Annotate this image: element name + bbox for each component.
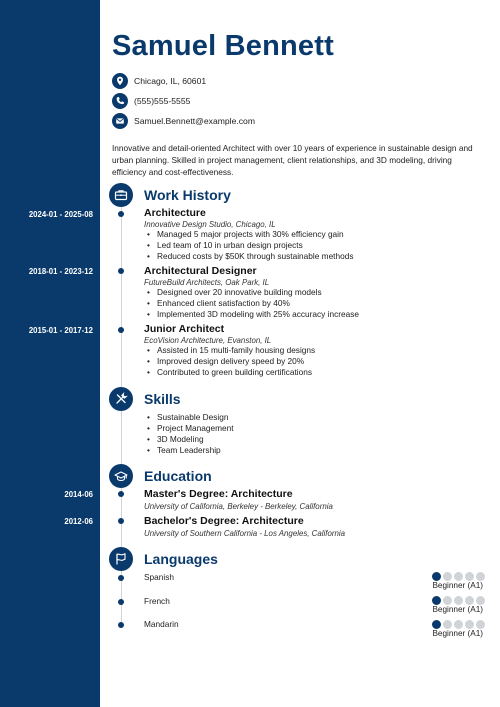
envelope-icon [112, 113, 128, 129]
language-rating [432, 572, 485, 581]
degree-title: Master's Degree: Architecture [144, 488, 293, 500]
work-history-heading: Work History [144, 187, 231, 203]
phone-text: (555)555-5555 [134, 96, 191, 106]
job-title: Junior Architect [144, 323, 225, 335]
rating-dot-empty [476, 572, 485, 581]
timeline-dot [118, 491, 124, 497]
rating-dot-empty [454, 572, 463, 581]
contact-address [112, 73, 206, 89]
sidebar [0, 0, 100, 707]
job-dates: 2024-01 - 2025-08 [28, 210, 93, 219]
rating-dot-empty [443, 596, 452, 605]
job-employer: Innovative Design Studio, Chicago, IL [144, 220, 276, 229]
school-name: University of California, Berkeley - Berkeley, California [144, 502, 333, 511]
skills-list [144, 412, 234, 456]
list-item: • 3D Modeling [144, 434, 234, 445]
location-pin-icon [112, 73, 128, 89]
job-dates: 2018-01 - 2023-12 [28, 267, 93, 276]
list-item: • Managed 5 major projects with 30% efficiency gain [144, 229, 353, 240]
timeline-dot [118, 327, 124, 333]
email-text[interactable]: Samuel.Bennett@example.com [134, 116, 255, 126]
language-rating [432, 596, 485, 605]
list-item: • Contributed to green building certifications [144, 367, 315, 378]
job-bullets [144, 345, 315, 378]
phone-icon [112, 93, 128, 109]
school-name: University of Southern California - Los Angeles, California [144, 529, 346, 538]
language-level: Beginner (A1) [432, 629, 483, 638]
rating-dot-filled [432, 572, 441, 581]
rating-dot-empty [476, 620, 485, 629]
rating-dot-empty [465, 572, 474, 581]
list-item: • Designed over 20 innovative building models [144, 287, 359, 298]
timeline-dot [118, 518, 124, 524]
list-item: • Project Management [144, 423, 234, 434]
timeline-dot [118, 268, 124, 274]
contact-email[interactable] [112, 113, 255, 129]
briefcase-icon [109, 183, 133, 207]
job-title: Architectural Designer [144, 265, 257, 277]
tools-icon [109, 387, 133, 411]
skills-heading: Skills [144, 391, 181, 407]
timeline-dot [118, 575, 124, 581]
job-bullets [144, 287, 359, 320]
professional-summary: Innovative and detail-oriented Architect with over 10 years of experience in sustainable design and urban planning. Skilled in project management, client relationships, and 3D modeling, driving efficiency and cost-effectiveness. [112, 143, 473, 177]
job-bullets [144, 229, 353, 262]
contact-phone [112, 93, 190, 109]
language-level: Beginner (A1) [432, 605, 483, 614]
education-heading: Education [144, 468, 212, 484]
timeline-dot [118, 622, 124, 628]
rating-dot-empty [454, 596, 463, 605]
rating-dot-empty [454, 620, 463, 629]
education-date: 2014-06 [64, 490, 93, 499]
job-employer: FutureBuild Architects, Oak Park, IL [144, 278, 270, 287]
job-employer: EcoVision Architecture, Evanston, IL [144, 336, 272, 345]
list-item: • Implemented 3D modeling with 25% accuracy increase [144, 309, 359, 320]
flag-icon [109, 547, 133, 571]
degree-title: Bachelor's Degree: Architecture [144, 515, 304, 527]
rating-dot-empty [443, 572, 452, 581]
list-item: • Assisted in 15 multi-family housing designs [144, 345, 315, 356]
rating-dot-empty [476, 596, 485, 605]
rating-dot-empty [443, 620, 452, 629]
language-rating [432, 620, 485, 629]
list-item: • Sustainable Design [144, 412, 234, 423]
list-item: • Led team of 10 in urban design projects [144, 240, 353, 251]
timeline-dot [118, 599, 124, 605]
education-date: 2012-06 [64, 517, 93, 526]
candidate-name: Samuel Bennett [112, 30, 334, 62]
languages-heading: Languages [144, 551, 218, 567]
language-level: Beginner (A1) [432, 581, 483, 590]
rating-dot-empty [465, 596, 474, 605]
list-item: • Team Leadership [144, 445, 234, 456]
rating-dot-empty [465, 620, 474, 629]
graduation-cap-icon [109, 464, 133, 488]
language-name: Spanish [144, 572, 174, 582]
job-title: Architecture [144, 207, 206, 219]
rating-dot-filled [432, 620, 441, 629]
address-text: Chicago, IL, 60601 [134, 76, 207, 86]
job-dates: 2015-01 - 2017-12 [28, 326, 93, 335]
list-item: • Improved design delivery speed by 20% [144, 356, 315, 367]
language-name: Mandarin [144, 619, 179, 629]
language-name: French [144, 596, 170, 606]
rating-dot-filled [432, 596, 441, 605]
list-item: • Enhanced client satisfaction by 40% [144, 298, 359, 309]
timeline-dot [118, 211, 124, 217]
list-item: • Reduced costs by $50K through sustainable methods [144, 251, 353, 262]
